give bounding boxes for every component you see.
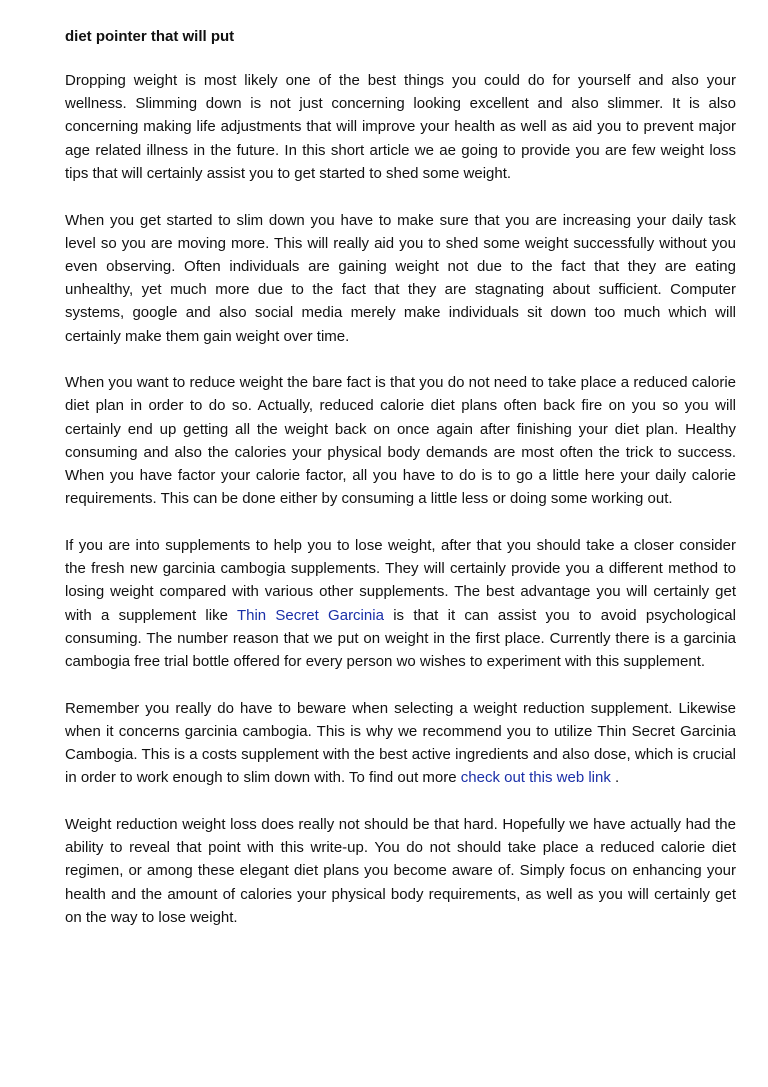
paragraph-supplements bbox=[65, 534, 736, 673]
thin-secret-garcinia-link[interactable]: Thin Secret Garcinia bbox=[236, 606, 384, 624]
paragraph-beware-before: Remember you really do have to beware when selecting a weight reduction supplement. Likewise when it concerns garcinia cambogia. This is why we recommend you to utilize Thin Secret Garcinia Cambogia. This is a costs supplement with the best active ingredients and also dose, which is crucial in order to work enough to slim down with. To find out more bbox=[65, 699, 736, 787]
document-page bbox=[65, 25, 736, 953]
paragraph-beware-after: . bbox=[610, 769, 620, 787]
paragraph-supplements-before: If you are into supplements to help you to lose weight, after that you should take a closer consider the fresh new garcinia cambogia supplements. They will certainly provide you a different method to losing weight compared with various other supplements. The best advantage you will certainly get with a supplement like bbox=[65, 536, 736, 624]
paragraph-supplements-after: is that it can assist you to avoid psychological consuming. The number reason that we put on weight in the first place. Currently there is a garcinia cambogia free trial bottle offered for every person wo wishes to experiment with this supplement. bbox=[65, 606, 736, 670]
paragraph-calorie: When you want to reduce weight the bare fact is that you do not need to take place a reduced calorie diet plan in order to do so. Actually, reduced calorie diet plans often back fire on you so you will certainly end up getting all the weight back on once again after finishing your diet plan. Healthy consuming and also the calories your physical body demands are most often the trick to success. When you have factor your calorie factor, all you have to do is to go a little here your daily calorie requirements. This can be done either by consuming a little less or doing some working out. bbox=[65, 374, 736, 508]
check-out-web-link[interactable]: check out this web link bbox=[460, 769, 611, 787]
paragraph-activity: When you get started to slim down you have to make sure that you are increasing your daily task level so you are moving more. This will really aid you to shed some weight successfully without you even observing. Often individuals are gaining weight not due to the fact that they are eating unhealthy, yet much more due to the fact that they are stagnating about sufficient. Computer systems, google and also social media merely make individuals sit down too much which will certainly make them gain weight over time. bbox=[65, 211, 736, 345]
paragraph-beware bbox=[65, 697, 736, 790]
document-title: diet pointer that will put bbox=[65, 28, 235, 45]
paragraph-intro: Dropping weight is most likely one of the best things you could do for yourself and also your wellness. Slimming down is not just concerning looking excellent and also slimmer. It is also concerning making life adjustments that will improve your health as well as aid you to prevent major age related illness in the future. In this short article we ae going to provide you are few weight loss tips that will certainly assist you to get started to shed some weight. bbox=[65, 72, 736, 182]
paragraph-conclusion: Weight reduction weight loss does really not should be that hard. Hopefully we have actually had the ability to reveal that point with this write-up. You do not should take place a reduced calorie diet regimen, or among these elegant diet plans you become aware of. Simply focus on enhancing your health and the amount of calories your physical body requirements, as well as you will certainly get on the way to lose weight. bbox=[65, 815, 736, 926]
